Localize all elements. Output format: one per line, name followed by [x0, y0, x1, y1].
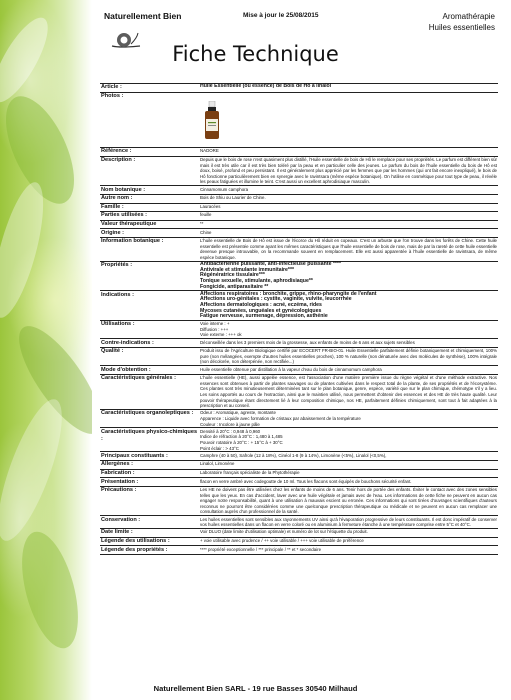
list-item: Voie interne : +: [200, 321, 230, 327]
row-properties: [100, 262, 498, 292]
row-value: + voie utilisable avec prudence / ++ voie utilisable / +++ voie utilisable de préférence: [200, 538, 364, 544]
row-value: Déconseillée dans les 3 premiers mois de la grossesse, aux enfants de moins de 6 ans et aux sujets sensibles: [200, 339, 415, 345]
row-label: Nom botanique :: [101, 186, 146, 193]
row-label: Article :: [101, 84, 122, 91]
footer-address: Naturellement Bien SARL - 19 rue Basses 30540 Milhaud: [153, 684, 358, 693]
row-value: Les HE ne doivent pas être utilisées chez les enfants de moins de 6 ans. Tenir hors de portée des enfants. Éviter le contact avec des zones sensibles telles que les yeux. En cas d'accident, laver avec une huile végétale et jamais avec de l'eau. Les informations de cette fiche ne peuvent en aucun cas engager notre responsabilité, quant à une utilisation à mauvais escient ou erronée. Ces informations qui sont tirées d'ouvrages scientifiques d'auteurs reconnus ne pourront être considérées comme une quelconque prescription thérapeutique ou médicale et ne peuvent en aucun cas remplacer une consultation auprès d'un professionnel de la santé.: [200, 487, 497, 515]
leaf-pattern-icon: [0, 0, 92, 700]
list-item: Densité à 20°C : 0,948 à 0,960: [200, 428, 261, 434]
photo-cell: [199, 93, 498, 148]
row-botanical-info: [100, 238, 498, 262]
row-label: Allergènes :: [101, 461, 134, 468]
row-value: flacon en verre ambré avec codegoutte de 10 ml. Tous les flacons sont équipés de bouchons sécurité enfant.: [200, 478, 412, 484]
row-label: Utilisations :: [101, 321, 135, 328]
row-label: Information botanique :: [101, 238, 164, 245]
row-label: Parties utilisées :: [101, 212, 148, 219]
row-value: **: [200, 221, 204, 227]
row-precautions: [100, 487, 498, 517]
row-value: Produit issu de l'Agriculture Biologique certifié par ECOCERT FR-BIO-01. Huile Essentielle parfaitement définie botaniquement et chimiquement, 100% pure (non mélangées, exempte d'autres huiles essentielles proches), 100 % naturelle (non dénaturée avec des molécules de synthèse), 100% intégrale (non décolorée, non déterpénée, non rectifiée...): [200, 348, 497, 365]
row-uses: [100, 321, 498, 339]
list-item: Tonique sexuelle, stimulante, aphrodisiaque**: [200, 277, 313, 284]
list-item: Voie externe : +++ ok: [200, 332, 242, 338]
row-quality: [100, 348, 498, 366]
row-contraindications: [100, 339, 498, 348]
list-item: Affections uro-génitales : cystite, vaginite, vulvite, leucorrhée: [200, 296, 352, 303]
row-manufacturing: [100, 470, 498, 479]
row-label: Mode d'obtention :: [101, 366, 151, 373]
spec-table: [100, 83, 498, 555]
row-value: [199, 428, 498, 451]
list-item: Indice de réfraction à 20°C : 1,480 à 1,485: [200, 434, 283, 440]
list-item: Pouvoir rotatoire à 20°C : + 15°C à + 30°C: [200, 439, 283, 445]
row-label: Caractéristiques générales :: [101, 375, 176, 382]
row-properties-legend: [100, 546, 498, 555]
row-value: [199, 291, 498, 320]
row-value: L'huile essentielle de Bois de Hô est issue de l'écorce du Hô réduit en copeaux. C'est un arbuste que l'on trouve dans les forêts de Chine. Cette huile essentielle est présentée comme ayant les mêmes caractéristiques que l'huile essentielle de bois de rose, mais de par la rareté de cette huile essentielle devenue presque introuvable, on la recommande souvent en remplacement. Elle est aussi apparentée à l'huile essentielle de ravintsara, de même espèce botanique.: [200, 238, 497, 260]
row-label: Conservation :: [101, 516, 141, 523]
row-allergens: [100, 461, 498, 470]
row-best-before: [100, 529, 498, 538]
row-family: [100, 204, 498, 213]
row-label: Caractéristiques physico-chimiques :: [101, 428, 198, 442]
row-value: NADORE: [200, 148, 219, 154]
list-item: Régénératrice tissulaire***: [200, 272, 265, 279]
row-label: Fabrication :: [101, 469, 135, 476]
row-label: Légende des utilisations :: [101, 538, 170, 545]
row-production: [100, 366, 498, 375]
row-value: [199, 262, 498, 291]
category-line-1: Aromathérapie: [442, 12, 495, 21]
row-parts-used: [100, 212, 498, 221]
row-label: Origine :: [101, 229, 124, 236]
row-organoleptic: [100, 410, 498, 428]
row-storage: [100, 516, 498, 529]
row-value: Linalol, Limonène: [200, 461, 235, 467]
row-indications: [100, 291, 498, 321]
row-label: Principaux constituants :: [101, 452, 168, 459]
row-value: **** propriété exceptionnelle / *** principale / ** et * secondaire: [200, 546, 322, 552]
row-botanical-name: [100, 186, 498, 195]
row-other-name: [100, 195, 498, 204]
brand-name: Naturellement Bien: [104, 11, 182, 21]
row-physicochemical: [100, 428, 498, 452]
list-item: Diffusion : +++: [200, 326, 229, 332]
category-block: [405, 11, 495, 33]
essential-oil-bottle-icon: [203, 101, 221, 141]
row-label: Autre nom :: [101, 195, 133, 202]
row-value: Les huiles essentielles sont sensibles aux rayonnements UV ainsi qu'à l'évaporation progressive de leurs constituants. Il est donc impératif de conserver vos huiles essentielles dans un flacon en verre coloré ou en aluminium à fermeture étanche à une température comprise entre 5°C et 40°C.: [200, 516, 497, 528]
row-uses-legend: [100, 538, 498, 547]
row-value: [199, 321, 498, 338]
row-value: Depuis que le bois de rose n'est quasiment plus distillé, l'Huile essentielle de bois de Hô le remplace pour ses propriétés. Le parfum est différent bien sûr mais il est très utile car il est très bien toléré par la peau et en particulier celle des jeunes. Le parfum du bois de l'huile essentielle du bois de Hô est doux, boisé, profond et peu persistant. Il est généralement plus apprécié par les femmes que par les hommes (qui ont fait encore inexpliqué), le bois de Hô fonctionne particulièrement bien en synergie avec le ravintsara (même espèce botanique). On l'utilise en cosmétique pour tout type de peau, il révèle les peaux fatiguées et illumine le teint. C'est aussi un excellent aphrodisiaque masculin.: [200, 157, 497, 185]
category-line-2: Huiles essentielles: [428, 23, 495, 32]
row-label: Précautions :: [101, 487, 137, 494]
row-label: Légende des propriétés :: [101, 546, 168, 553]
row-value: Chine: [200, 229, 212, 235]
row-article: [100, 83, 498, 93]
row-value: Laboratoire français spécialiste de la Phytothérapie: [200, 469, 300, 475]
row-value: Camphre (40 à 50), Safrole (12 à 18%), Cinéol 1-8 (9 à 14%), Limonène (<5%), Linalol (<0,5%),: [200, 452, 387, 458]
row-label: Valeur thérapeutique: [101, 221, 157, 228]
row-label: Présentation :: [101, 478, 139, 485]
row-label: Caractéristiques organoleptiques :: [101, 410, 194, 417]
list-item: Apparence : Liquide avec formation de cristaux par abaissement de la température: [200, 415, 361, 421]
row-label: Photos :: [101, 92, 124, 99]
list-item: Affections dermatologiques : acné, eczéma, rides: [200, 301, 322, 308]
row-constituents: [100, 452, 498, 461]
list-item: Point éclair : > 43°C: [200, 445, 239, 451]
list-item: Odeur : Aromatique, agreste, montante: [200, 410, 276, 416]
row-label: Qualité :: [101, 348, 124, 355]
row-label: Propriétés :: [101, 262, 133, 269]
row-label: Famille :: [101, 203, 124, 210]
decorative-leaf-band: [0, 0, 92, 700]
row-reference: [100, 148, 498, 157]
row-value: Cinnamomum camphora: [200, 186, 249, 192]
list-item: Antivirale et stimulante immunitaire***: [200, 266, 294, 273]
page-title: Fiche Technique: [172, 42, 339, 66]
row-value: Bois de Shiu ou Laurier de Chine.: [200, 195, 266, 201]
row-label: Contre-indications :: [101, 339, 154, 346]
row-label: Description :: [101, 157, 136, 164]
row-value: L'huile essentielle (HE), aussi appelée essence, est l'association d'une matière première issue du règne végétal et d'une méthode extractive. Nos essences sont obtenues à partir de plantes sauvages ou de plantes cultivées dans le respect total de la plante, de ses propriétés et de l'écosystème. Ces plantes sont très minutieusement déterminées tant sur le plan botanique, genre, espèce, variété que sur le plan chimique, chémotype s'il y a lieu. Les soins apportés au cours de l'extraction, ainsi que le maintien utilisé, nous permettent d'obtenir des essences et des HE de très haute qualité. Leur pouvoir thérapeutique étant directement lié à leur composition chimique, nos HE, parfaitement définies chimiquement, sont tout à fait adaptées à la prescription et au conseil.: [200, 375, 497, 409]
row-description: [100, 157, 498, 187]
list-item: Couleur : Incolore à jaune pâle: [200, 421, 260, 427]
row-value: Lauracées: [200, 203, 221, 209]
row-value: Huile essentielle obtenue par distillation à la vapeur d'eau du bois de cinnamomum camphora: [200, 366, 382, 372]
list-item: Affections respiratoires : bronchite, grippe, rhino-pharyngite de l'enfant: [200, 290, 377, 297]
row-label: Référence :: [101, 148, 132, 155]
row-origin: [100, 229, 498, 238]
list-item: Antibactérienne puissante, anti-infectieuse puissante ****: [200, 261, 341, 268]
row-therapeutic-value: [100, 221, 498, 230]
row-label: Indications :: [101, 291, 134, 298]
row-presentation: [100, 478, 498, 487]
update-date: Mise à jour le 25/08/2015: [243, 12, 319, 19]
row-general: [100, 375, 498, 410]
row-value: feuille: [200, 212, 212, 218]
list-item: Fongicide, antiparasitaire **: [200, 283, 269, 290]
row-value: [199, 410, 498, 427]
row-value: Voir DLUO (date limite d'utilisation optimale) et numéro de lot sur l'étiquette du produit.: [200, 529, 368, 535]
row-photos: [100, 93, 498, 149]
row-value: Huile Essentielle (ou essence) de Bois de Hô à linalol: [200, 83, 332, 90]
row-label: Date limite :: [101, 529, 133, 536]
list-item: Mycoses cutanées, unguéales et gynécologiques: [200, 307, 322, 314]
list-item: Fatigue nerveuse, surmenage, dépression, asthénie: [200, 313, 328, 320]
